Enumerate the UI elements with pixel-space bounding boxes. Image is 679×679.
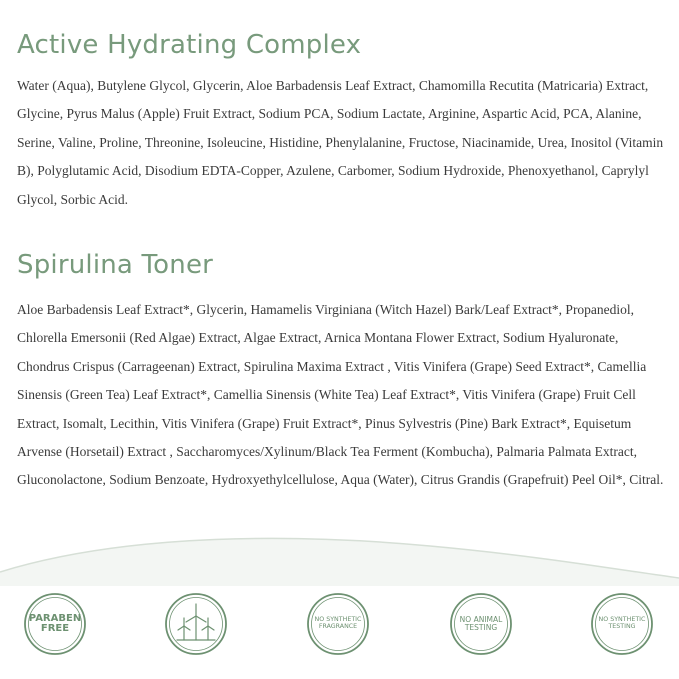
ingredient-list-spirulina-toner: Aloe Barbadensis Leaf Extract*, Glycerin, Hamamelis Virginiana (Witch Hazel) Bark/Leaf Extract*, Propanediol, Chlorella Emersonii (Red Algae) Extract, Algae Extract, Arnica Montana Flower Extract, Sodium Hyaluronate, Chondrus Crispus (Carrageenan) Extract, Spirulina Maxima Extract , Vitis Vinifera (Grape) Seed Extract*, Camellia Sinensis (Green Tea) Leaf Extract*, Camellia Sinensis (White Tea) Leaf Extract*, Vitis Vinifera (Grape) Fruit Cell Extract, Isomalt, Lecithin, Vitis Vinifera (Grape) Fruit Extract*, Pinus Sylvestris (Pine) Bark Extract*, Equisetum Arvense (Horsetail) Extract , Saccharomyces/Xylinum/Black Tea Ferment (Kombucha), Palmaria Palmata Extract, Gluconolactone, Sodium Benzoate, Hydroxyethylcellulose, Aqua (Water), Citrus Grandis (Grapefruit) Peel Oil*, Citral. [17, 302, 664, 488]
badge-no-synthetic-testing-line1: NO SYNTHETIC [598, 616, 646, 624]
wind-turbine-icon [164, 592, 228, 656]
badge-no-synthetic-fragrance-line1: NO SYNTHETIC [314, 616, 362, 624]
section-title-hydrating-complex: Active Hydrating Complex [17, 30, 362, 60]
section-title-spirulina-toner: Spirulina Toner [17, 250, 214, 280]
badge-paraben-free-line1: PARABEN [28, 612, 82, 624]
badge-paraben-free [23, 592, 87, 656]
decorative-wave-divider [0, 536, 679, 586]
ingredient-list-hydrating-complex: Water (Aqua), Butylene Glycol, Glycerin, Aloe Barbadensis Leaf Extract, Chamomilla Recutita (Matricaria) Extract, Glycine, Pyrus Malus (Apple) Fruit Extract, Sodium PCA, Sodium Lactate, Arginine, Aspartic Acid, PCA, Alanine, Serine, Valine, Proline, Threonine, Isoleucine, Histidine, Phenylalanine, Fructose, Niacinamide, Urea, Inositol (Vitamin B), Polyglutamic Acid, Disodium EDTA-Copper, Azulene, Carbomer, Sodium Hydroxide, Phenoxyethanol, Caprylyl Glycol, Sorbic Acid. [17, 78, 664, 207]
badge-no-synthetic-fragrance-line2: FRAGRANCE [318, 623, 358, 630]
badge-no-animal-testing-line2: TESTING [464, 623, 498, 632]
badge-wind-energy [164, 592, 228, 656]
badge-no-animal-testing [449, 592, 513, 656]
badge-paraben-free-line2: FREE [40, 623, 70, 634]
badge-no-synthetic-testing [590, 592, 654, 656]
badge-no-animal-testing-line1: NO ANIMAL [459, 615, 503, 625]
badge-no-synthetic-testing-line2: TESTING [608, 623, 636, 630]
badge-no-synthetic-fragrance [306, 592, 370, 656]
